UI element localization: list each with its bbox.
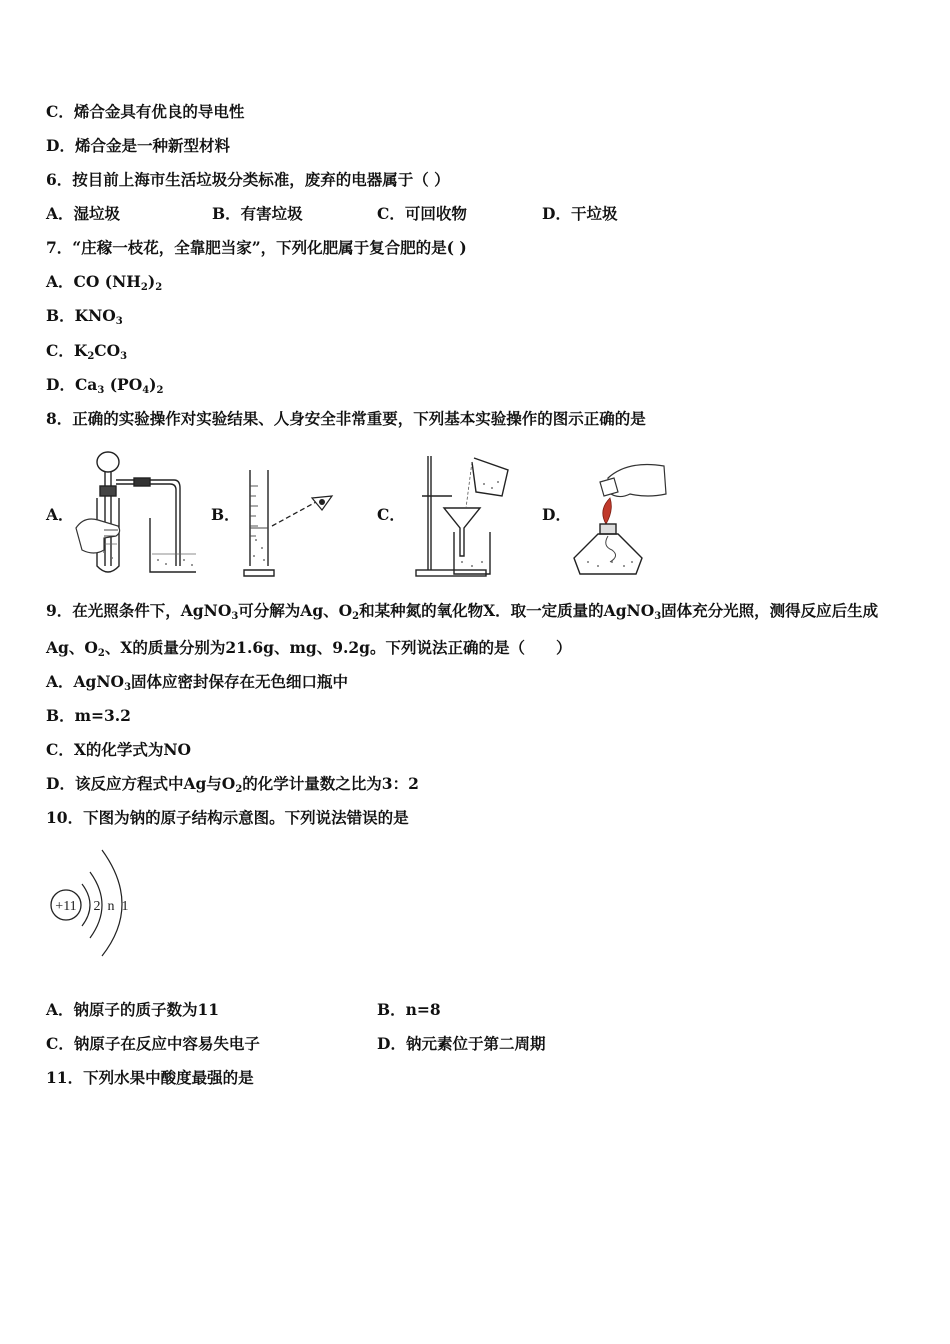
q7-option-d: D．$Ca_3$ $(PO_4)_2$ [46, 375, 164, 396]
nucleus-charge: +11 [55, 899, 77, 914]
shell-2-electrons: n [107, 899, 115, 914]
q5-option-d: D．烯合金是一种新型材料 [46, 136, 230, 155]
q10-option-a: A．钠原子的质子数为11 [46, 1000, 220, 1019]
q8-label-c: C． [377, 505, 405, 524]
q9-stem-line1: 9．在光照条件下，AgNO$_3$可分解为Ag、$O_2$和某种氮的氧化物X．取一定质量的AgNO$_3$固体充分光照，测得反应后生成 [46, 601, 879, 622]
gas-generation-apparatus-figure [74, 446, 196, 578]
alcohol-lamp-lighting-figure [568, 458, 670, 580]
shell-1-electrons: 2 [93, 899, 101, 914]
q8-label-d: D． [542, 505, 571, 524]
q9-option-c: C．X的化学式为NO [46, 740, 192, 759]
q8-stem: 8．正确的实验操作对实验结果、人身安全非常重要，下列基本实验操作的图示正确的是 [46, 409, 646, 428]
q10-stem: 10．下图为钠的原子结构示意图。下列说法错误的是 [46, 808, 409, 827]
q6-option-c: C．可回收物 [377, 204, 467, 223]
q7-stem: 7．“庄稼一枝花，全靠肥当家”，下列化肥属于复合肥的是( ) [46, 238, 467, 257]
electron-shell-1 [82, 884, 90, 926]
q6-option-d: D．干垃圾 [542, 204, 618, 223]
q9-stem-line2: Ag、$O_2$、X的质量分别为21.6g、mg、9.2g。下列说法正确的是（ ） [46, 638, 572, 659]
filtration-apparatus-figure [412, 452, 522, 578]
q7-option-c: C．$K_2CO_3$ [46, 341, 128, 362]
q9-option-a: A．AgNO$_3$固体应密封保存在无色细口瓶中 [46, 672, 349, 693]
q10-option-b: B．n=8 [377, 1000, 441, 1019]
q7-option-a: A．CO $(NH_2)_2$ [46, 272, 163, 293]
q11-stem: 11．下列水果中酸度最强的是 [46, 1068, 254, 1087]
shell-3-electrons: 1 [121, 899, 129, 914]
q5-option-c: C．烯合金具有优良的导电性 [46, 102, 245, 121]
q10-option-c: C．钠原子在反应中容易失电子 [46, 1034, 260, 1053]
q7-option-b: B．$KNO_3$ [46, 306, 123, 327]
q8-label-b: B． [211, 505, 240, 524]
graduated-cylinder-reading-figure [238, 466, 338, 578]
q9-option-d: D．该反应方程式中Ag与$O_2$的化学计量数之比为3：2 [46, 774, 419, 795]
sodium-atom-structure-diagram [44, 846, 144, 958]
q6-stem: 6．按目前上海市生活垃圾分类标准，废弃的电器属于（ ） [46, 170, 450, 189]
q8-label-a: A． [46, 505, 74, 524]
q6-option-a: A．湿垃圾 [46, 204, 121, 223]
q9-option-b: B．m=3.2 [46, 706, 131, 725]
q10-option-d: D．钠元素位于第二周期 [377, 1034, 546, 1053]
q6-option-b: B．有害垃圾 [212, 204, 303, 223]
